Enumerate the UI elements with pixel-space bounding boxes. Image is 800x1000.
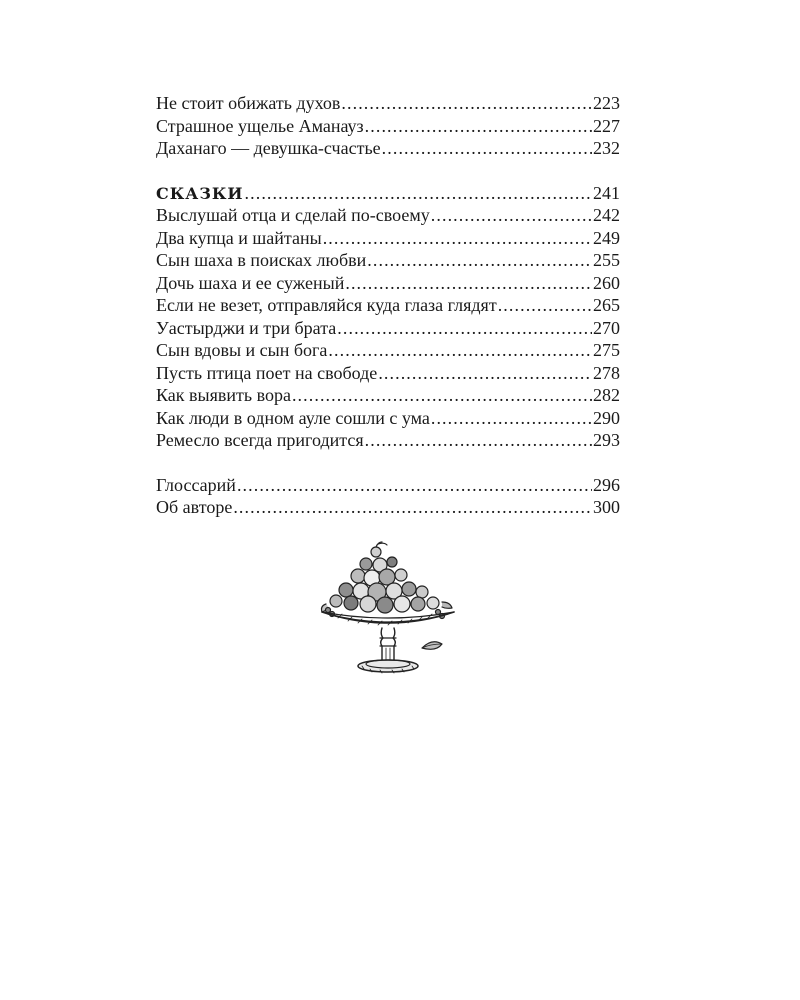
- dot-leader: [237, 474, 592, 497]
- spacer: [156, 452, 620, 474]
- toc-entry: [156, 362, 620, 385]
- toc-entry-page: 270: [593, 317, 620, 338]
- toc-entry: [156, 384, 620, 407]
- section-title: СКАЗКИ: [156, 183, 244, 203]
- toc-entry-page: 265: [593, 295, 620, 315]
- toc-entry-title: Пусть птица поет на свободе: [156, 362, 378, 383]
- toc-entry-page: 232: [593, 138, 620, 158]
- toc-entry-page: 282: [593, 385, 620, 405]
- toc-entry: [156, 249, 620, 272]
- toc-entry-page: 296: [593, 474, 620, 495]
- dot-leader: [365, 115, 592, 138]
- toc-entry-title: Как люди в одном ауле сошли с ума: [156, 407, 430, 428]
- toc-entry: [156, 317, 620, 340]
- toc-entry: [156, 429, 620, 452]
- toc-group-appendix: [156, 474, 620, 519]
- toc-entry: [156, 474, 620, 497]
- dot-leader: [345, 272, 592, 295]
- toc-entry-title: Глоссарий: [156, 474, 236, 495]
- toc-entry-page: 260: [593, 272, 620, 293]
- fruit-bowl-icon: [318, 538, 458, 688]
- toc-entry: [156, 496, 620, 519]
- dot-leader: [233, 496, 592, 519]
- toc-entry: [156, 204, 620, 227]
- section-page: 241: [593, 182, 620, 203]
- dot-leader: [378, 362, 592, 385]
- dot-leader: [365, 429, 592, 452]
- toc-group-tales: [156, 182, 620, 452]
- toc-entry-title: Выслушай отца и сделай по-своему: [156, 205, 430, 225]
- toc-entry-title: Ремесло всегда пригодится: [156, 430, 364, 450]
- toc-entry-page: 255: [593, 250, 620, 270]
- toc-entry: [156, 294, 620, 317]
- toc-entry-title: Два купца и шайтаны: [156, 227, 322, 248]
- toc-entry-title: Как выявить вора: [156, 385, 291, 405]
- toc-entry: [156, 272, 620, 295]
- toc-entry-page: 300: [593, 497, 620, 517]
- toc-entry-page: 278: [593, 362, 620, 383]
- toc-entry-title: Даханаго — девушка-счастье: [156, 138, 381, 158]
- toc-entry: [156, 227, 620, 250]
- toc-entry-page: 290: [593, 407, 620, 428]
- dot-leader: [431, 407, 592, 430]
- toc-entry-page: 249: [593, 227, 620, 248]
- table-of-contents: [156, 92, 620, 519]
- spacer: [156, 160, 620, 182]
- toc-entry-title: Страшное ущелье Аманауз: [156, 115, 364, 136]
- toc-entry: [156, 407, 620, 430]
- toc-entry-page: 293: [593, 430, 620, 450]
- toc-entry: [156, 92, 620, 115]
- toc-entry-title: Если не везет, отправляйся куда глаза глядят: [156, 295, 497, 315]
- toc-entry: [156, 339, 620, 362]
- dot-leader: [341, 92, 592, 115]
- dot-leader: [292, 384, 592, 407]
- dot-leader: [431, 204, 592, 227]
- toc-entry-page: 223: [593, 93, 620, 113]
- dot-leader: [245, 182, 592, 205]
- dot-leader: [498, 294, 592, 317]
- toc-group-stories: [156, 92, 620, 160]
- toc-entry-page: 227: [593, 115, 620, 136]
- toc-entry-page: 275: [593, 340, 620, 360]
- dot-leader: [367, 249, 592, 272]
- toc-entry-title: Сын шаха в поисках любви: [156, 250, 367, 270]
- toc-entry-title: Об авторе: [156, 497, 233, 517]
- toc-entry: [156, 137, 620, 160]
- toc-entry-title: Сын вдовы и сын бога: [156, 340, 328, 360]
- toc-entry-title: Не стоит обижать духов: [156, 93, 341, 113]
- toc-entry-title: Уастырджи и три брата: [156, 317, 337, 338]
- toc-entry: [156, 115, 620, 138]
- dot-leader: [328, 339, 592, 362]
- toc-entry-title: Дочь шаха и ее суженый: [156, 272, 345, 293]
- dot-leader: [323, 227, 592, 250]
- toc-section-heading: [156, 182, 620, 205]
- dot-leader: [382, 137, 592, 160]
- dot-leader: [337, 317, 592, 340]
- toc-entry-page: 242: [593, 205, 620, 225]
